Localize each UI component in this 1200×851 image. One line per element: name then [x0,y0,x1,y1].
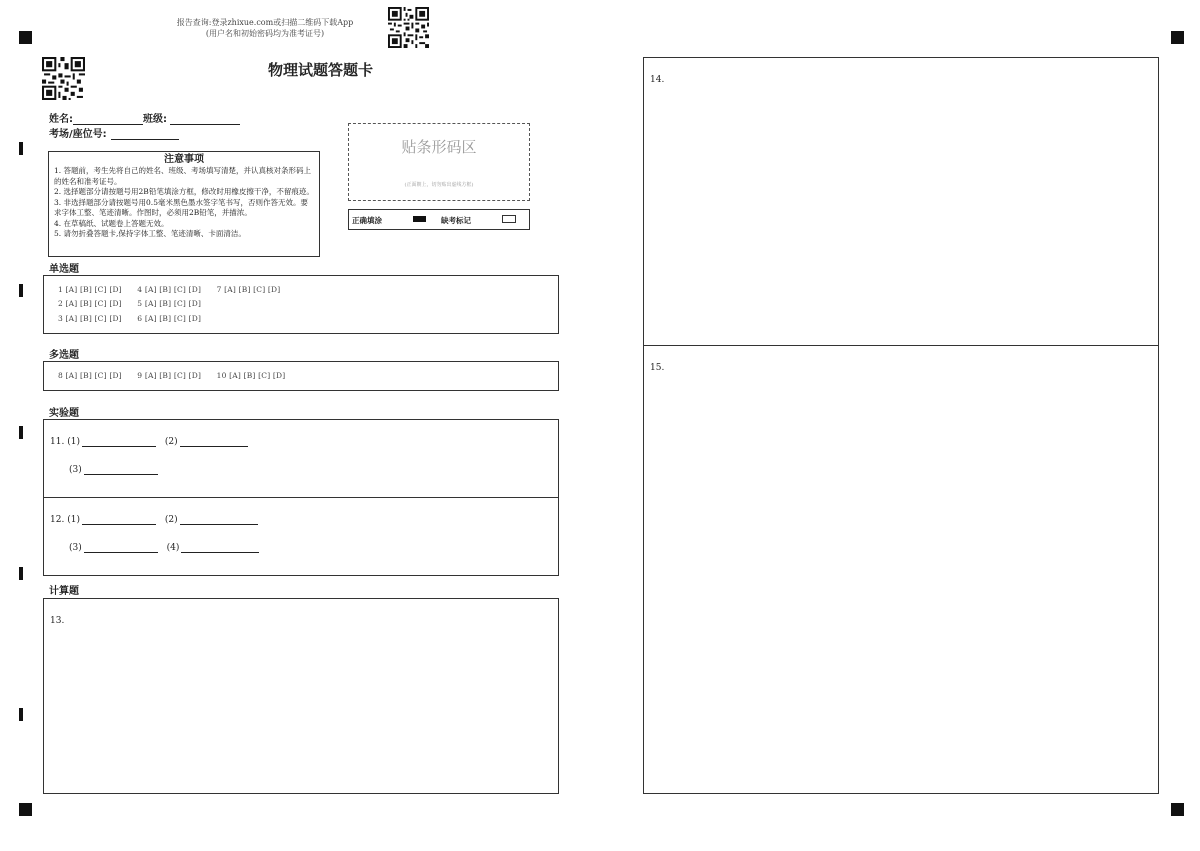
q12-part-4-field[interactable] [181,543,259,553]
experiment-title: 实验题 [49,408,79,419]
q11-part-2-field[interactable] [180,437,248,447]
q14-answer-area[interactable] [643,57,1159,346]
q11-line-2 [69,465,158,475]
notice-item: 1. 答题前，考生先将自己的姓名、班级、考场填写清楚，并认真核对条形码上的姓名和准考证号。 [54,166,312,186]
q11-part-3-label: (3) [69,465,82,475]
registration-mark [19,31,32,44]
timing-mark [19,708,23,721]
q11-part-2-label: (2) [164,437,178,447]
experiment-box [43,419,559,576]
student-qr-code [42,57,85,100]
notice-box [48,151,320,257]
seat-label: 考场/座位号: [49,129,107,140]
seat-field-row [49,125,179,140]
choice-row[interactable]: 3 [A] [B] [C] [D] 6 [A] [B] [C] [D] [58,314,202,323]
notice-title: 注意事项 [164,154,204,165]
q12-part-2-label: (2) [164,515,178,525]
registration-mark [1171,31,1184,44]
q12-line-1 [50,515,258,525]
seat-field[interactable] [111,129,179,140]
notice-item: 2. 选择题部分请按题号用2B铅笔填涂方框，修改时用橡皮擦干净，不留痕迹。 [54,187,314,196]
q12-part-3-field[interactable] [84,543,158,553]
single-choice-title: 单选题 [49,264,79,275]
q12-part-2-field[interactable] [180,515,258,525]
q12-part-1-field[interactable] [82,515,156,525]
barcode-area [348,123,530,201]
correct-fill-label: 正确填涂 [352,216,382,225]
name-field[interactable] [73,114,143,125]
q11-line-1 [50,437,248,447]
q12-part-1-label: (1) [67,515,80,525]
choice-row[interactable]: 2 [A] [B] [C] [D] 5 [A] [B] [C] [D] [58,299,202,308]
q15-number: 15. [650,363,665,373]
notice-item: 4. 在草稿纸、试题卷上答题无效。 [54,218,169,228]
timing-mark [19,567,23,580]
class-label: 班级: [143,114,167,125]
q11-part-3-field[interactable] [84,465,158,475]
q15-answer-area[interactable] [643,345,1159,794]
barcode-label: 贴条形码区 [401,138,477,156]
q13-answer-area[interactable] [43,598,559,794]
q11-q12-divider [44,497,558,498]
download-qr-code[interactable] [388,7,429,48]
q14-number: 14. [650,75,665,85]
q11-part-1-label: (1) [67,437,80,447]
page-title: 物理试题答题卡 [268,61,374,79]
timing-mark [19,426,23,439]
single-choice-box [43,275,559,334]
choice-row[interactable]: 1 [A] [B] [C] [D] 4 [A] [B] [C] [D] 7 [A] [B] [C] [D] [58,285,281,294]
registration-mark [19,803,32,816]
q12-number: 12. [50,515,65,525]
absent-mark-checkbox[interactable] [502,215,516,223]
q12-part-3-label: (3) [69,543,82,553]
timing-mark [19,284,23,297]
header-line-1: 报告查询:登录zhixue.com或扫描二维码下载App [176,18,354,27]
q11-number: 11. [50,437,65,447]
multi-choice-title: 多选题 [49,350,79,361]
notice-item: 5. 请勿折叠答题卡,保持字体工整、笔迹清晰、卡面清洁。 [54,229,246,238]
class-field[interactable] [170,114,240,125]
q12-line-2 [69,543,259,553]
header-line-2: (用户名和初始密码均为准考证号) [205,29,325,38]
calculation-title: 计算题 [49,586,79,597]
report-query-header [150,17,380,39]
notice-item: 3. 非选择题部分请按题号用0.5毫米黑色墨水签字笔书写，否则作答无效。要求字体工整、笔迹清晰。作图时，必须用2B铅笔，并描浓。 [54,197,308,217]
name-field-row [49,110,240,125]
registration-mark [1171,803,1184,816]
timing-mark [19,142,23,155]
choice-row[interactable]: 8 [A] [B] [C] [D] 9 [A] [B] [C] [D] 10 [A] [B] [C] [D] [58,371,286,380]
name-label: 姓名: [49,114,73,125]
barcode-hint: (正面朝上，切勿贴出虚线方框) [404,182,474,188]
fill-legend [348,209,530,230]
q11-part-1-field[interactable] [82,437,156,447]
absent-mark-label: 缺考标记 [441,216,471,225]
multi-choice-box [43,361,559,391]
correct-fill-sample [413,216,426,222]
q12-part-4-label: (4) [166,543,180,553]
q13-number: 13. [50,616,65,626]
